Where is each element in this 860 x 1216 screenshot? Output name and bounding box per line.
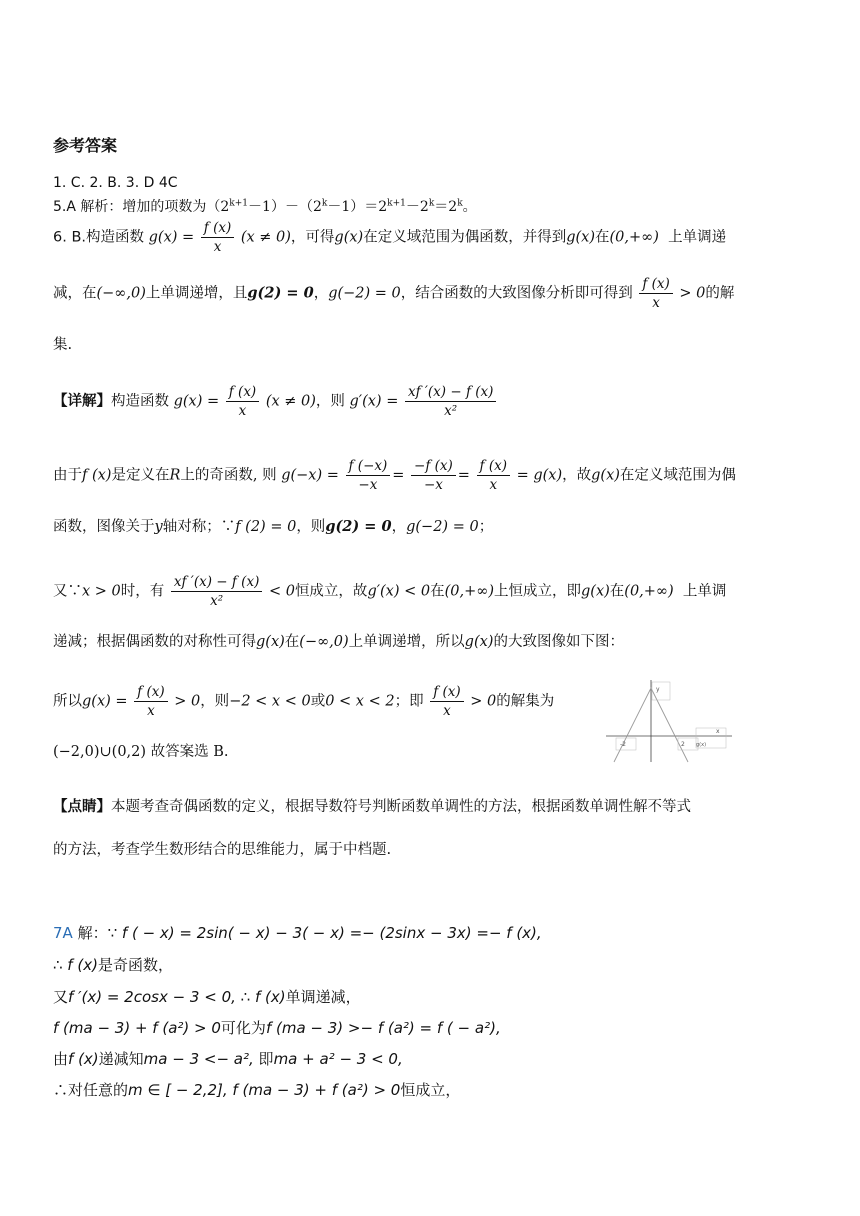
text: 又 [53, 988, 69, 1006]
fraction [201, 220, 234, 255]
formula: = g(x) [516, 467, 563, 484]
formula: g(x) [566, 229, 595, 246]
text: ， [391, 519, 407, 535]
answer-5-text: －2 [405, 199, 429, 215]
formula: g(x) [591, 467, 620, 484]
formula: f ′(x) = 2cosx − 3 < 0, ∴ f (x) [68, 988, 286, 1006]
detail-line [53, 384, 498, 419]
numerator: f (x) [201, 220, 234, 238]
text: ，结合函数的大致图像分析即可得到 [400, 285, 633, 302]
text: 故答案选 B. [146, 744, 229, 760]
answer-5-text: 解析：增加的项数为（2 [75, 199, 230, 215]
text: 由于 [53, 467, 82, 484]
formula: (−∞,0) [299, 634, 349, 650]
denominator: −x [423, 477, 443, 493]
formula: R [169, 467, 181, 484]
label-box [616, 738, 636, 750]
x-label: x [716, 728, 720, 735]
text: ∴对任意的 [53, 1081, 129, 1099]
text: 是定义在 [111, 467, 170, 484]
formula: (0,+∞) [444, 583, 494, 600]
text: ，则 [200, 693, 230, 710]
text: ，可得 [290, 229, 335, 246]
formula: ∵ f ( − x) = 2sin( − x) − 3( − x) =− (2sinx − 3x) =− f (x), [107, 924, 542, 942]
text: ；即 [394, 693, 424, 710]
formula: g(x) = [82, 693, 128, 710]
text: ，故 [562, 467, 592, 484]
text: 上单调递增，且 [145, 285, 248, 302]
numerator: xf ′(x) − f (x) [405, 384, 496, 402]
answer-5-label: 5.A [53, 199, 76, 215]
text: 构造函数 [111, 393, 169, 410]
text: 在定义域范围为偶函数，并得到 [363, 229, 567, 246]
formula: g(x) = [173, 393, 220, 410]
q7-line-6 [53, 1079, 460, 1100]
text: 的解 [705, 285, 735, 302]
formula: g(2) = 0 [325, 518, 392, 535]
text: 恒成立， [400, 1081, 461, 1099]
denominator: x [489, 477, 498, 493]
formula: < 0 [268, 583, 295, 600]
q7-line-5 [53, 1048, 403, 1069]
comment-line-1 [53, 795, 691, 816]
label-box [652, 682, 670, 700]
tick-label-right: 2 [681, 741, 685, 748]
text: 上单调 [682, 583, 727, 600]
formula: ma − 3 <− a², [143, 1050, 254, 1068]
q7-line-4 [53, 1017, 501, 1038]
text: 在 [284, 634, 300, 650]
denominator: x [443, 703, 451, 719]
formula: g(x) [581, 583, 610, 600]
numerator: f (x) [226, 384, 259, 402]
text: 减，在 [53, 285, 97, 302]
fraction [346, 458, 391, 493]
exponent: k [321, 198, 328, 209]
formula: (0,+∞) [624, 583, 674, 600]
formula: (x ≠ 0) [240, 229, 291, 246]
formula: x > 0 [82, 583, 121, 600]
fraction [477, 458, 510, 493]
formula: g′(x) = [349, 393, 399, 410]
formula: g(x) [256, 634, 285, 650]
formula: > 0 [679, 285, 706, 302]
text: 的大致图像如下图： [493, 634, 624, 650]
formula: g(x) [334, 229, 364, 246]
denominator: x [238, 403, 247, 419]
q7-label: 7A [53, 924, 73, 942]
text: 时，有 [120, 583, 165, 600]
answer-6-label: 6. B. [53, 229, 87, 246]
text: 函数，图像关于 [53, 519, 155, 535]
formula: f (ma − 3) >− f (a²) = f ( − a²), [265, 1019, 501, 1037]
formula: > 0 [174, 693, 201, 710]
para-3-line-1 [53, 574, 726, 609]
numerator: f (x) [477, 458, 510, 476]
para-4-line-1 [53, 684, 554, 719]
formula: g(x) = [148, 229, 195, 246]
text: ； [478, 519, 494, 535]
fraction [134, 684, 167, 719]
formula: (0,+∞) [609, 229, 659, 246]
text: 恒成立，故 [294, 583, 368, 600]
text: 本题考查奇偶函数的定义，根据导数符号判断函数单调性的方法，根据函数单调性解不等式 [111, 799, 691, 815]
detail-tag: 【详解】 [53, 392, 111, 410]
exponent: k [428, 198, 435, 209]
denominator: x² [210, 593, 224, 609]
fraction [171, 574, 262, 609]
q7-line-2 [53, 954, 173, 975]
formula: (x ≠ 0) [265, 393, 316, 410]
fraction [639, 276, 672, 311]
formula: > 0 [470, 693, 497, 710]
text: ，则 [296, 519, 326, 535]
text: 的解集为 [496, 693, 555, 710]
formula: m ∈ [ − 2,2], f (ma − 3) + f (a²) > 0 [128, 1081, 401, 1099]
formula: g(−2) = 0 [406, 519, 479, 535]
formula: g(−2) = 0 [328, 285, 401, 302]
text: 递减；根据偶函数的对称性可得 [53, 634, 256, 650]
fraction [226, 384, 259, 419]
formula: 0 < x < 2 [325, 693, 395, 710]
text: 或 [310, 693, 326, 710]
formula: f (2) = 0 [235, 519, 297, 535]
answer-5-text: 。 [462, 199, 477, 215]
exponent: k+1 [229, 198, 249, 209]
formula: g(−x) = [281, 467, 339, 484]
numerator: −f (x) [411, 458, 456, 476]
text: 上的奇函数, 则 [180, 467, 277, 484]
para-2-line-1: 由于f (x)是定义在R上的奇函数, 则 g(−x) = $\frac{f (-x)}{-x}$ = $\frac{-f (x)}{-x}$ = $\frac{f (x)}{x}$ = g(x)，故g(x)在定义域范围为偶 [53, 458, 736, 493]
q7-line-3 [53, 986, 361, 1007]
answers-heading: 参考答案 [53, 136, 118, 155]
answer-5-text: －1）＝2 [327, 199, 388, 215]
y-label: y [656, 686, 660, 693]
formula: g′(x) < 0 [367, 583, 431, 600]
denominator: x [213, 239, 222, 255]
denominator: x² [444, 403, 458, 419]
answer-6-line-2 [53, 276, 734, 311]
text: 在定义域范围为偶 [619, 467, 736, 484]
text: 上单调递 [668, 229, 727, 246]
q7-line-1 [53, 922, 542, 943]
formula: f (x) [82, 467, 112, 484]
comment-tag: 【点睛】 [53, 798, 111, 815]
formula: y [154, 519, 163, 535]
text: 在 [594, 229, 610, 246]
denominator: x [147, 703, 155, 719]
exponent: k [457, 198, 463, 209]
fraction [405, 384, 496, 419]
formula: ma + a² − 3 < 0, [273, 1050, 403, 1068]
text: 单调递减， [285, 988, 361, 1006]
numerator: f (x) [430, 684, 463, 702]
fraction [430, 684, 463, 719]
answer-5-text: －1）－（2 [248, 199, 322, 215]
answer-5-text: ＝2 [434, 199, 458, 215]
text: 又∵ [53, 583, 82, 600]
text: 所以 [53, 693, 82, 710]
text: 即 [253, 1050, 274, 1068]
answer-6-line-3: 集. [53, 337, 73, 353]
numerator: f (x) [639, 276, 672, 294]
text: 递减知 [98, 1050, 144, 1068]
denominator: −x [358, 477, 378, 493]
formula: −2 < x < 0 [229, 693, 311, 710]
text: 在 [609, 583, 625, 600]
formula: ∴ f (x) [53, 956, 98, 974]
para-2-line-2 [53, 515, 493, 536]
denominator: x [652, 295, 660, 311]
exponent: k+1 [387, 198, 406, 209]
answer-5 [53, 196, 477, 216]
text: 构造函数 [86, 229, 145, 246]
text: 上单调递增，所以 [348, 634, 465, 650]
formula: g(2) = 0 [247, 284, 314, 302]
comment-line-2: 的方法，考查学生数形结合的思维能力，属于中档题. [53, 842, 392, 858]
text: 是奇函数， [97, 956, 173, 974]
curve-label: g(x) [696, 742, 707, 748]
text: 上恒成立，即 [494, 583, 581, 600]
formula: g(x) [464, 634, 494, 650]
text: 轴对称；∵ [162, 519, 236, 535]
solution-set: (−2,0)∪(0,2) [53, 744, 147, 760]
numerator: xf ′(x) − f (x) [171, 574, 262, 592]
formula: (−∞,0) [96, 285, 146, 302]
para-4-line-2 [53, 740, 229, 761]
text: 由 [53, 1050, 69, 1068]
numerator: f (x) [134, 684, 167, 702]
tick-label-left: -2 [620, 741, 626, 748]
numerator: f (−x) [346, 458, 391, 476]
answers-line-1-4: 1. C. 2. B. 3. D 4C [53, 175, 178, 191]
para-3-line-2 [53, 630, 624, 651]
answer-6-line-1 [53, 220, 726, 255]
fraction [411, 458, 456, 493]
text: 可化为 [220, 1019, 266, 1037]
text: 解： [72, 924, 108, 942]
text: ，则 [315, 393, 345, 410]
graph-figure [604, 676, 744, 766]
formula: f (x) [68, 1050, 99, 1068]
formula: f (ma − 3) + f (a²) > 0 [53, 1019, 221, 1037]
text: 在 [430, 583, 445, 600]
text: ， [313, 285, 329, 302]
